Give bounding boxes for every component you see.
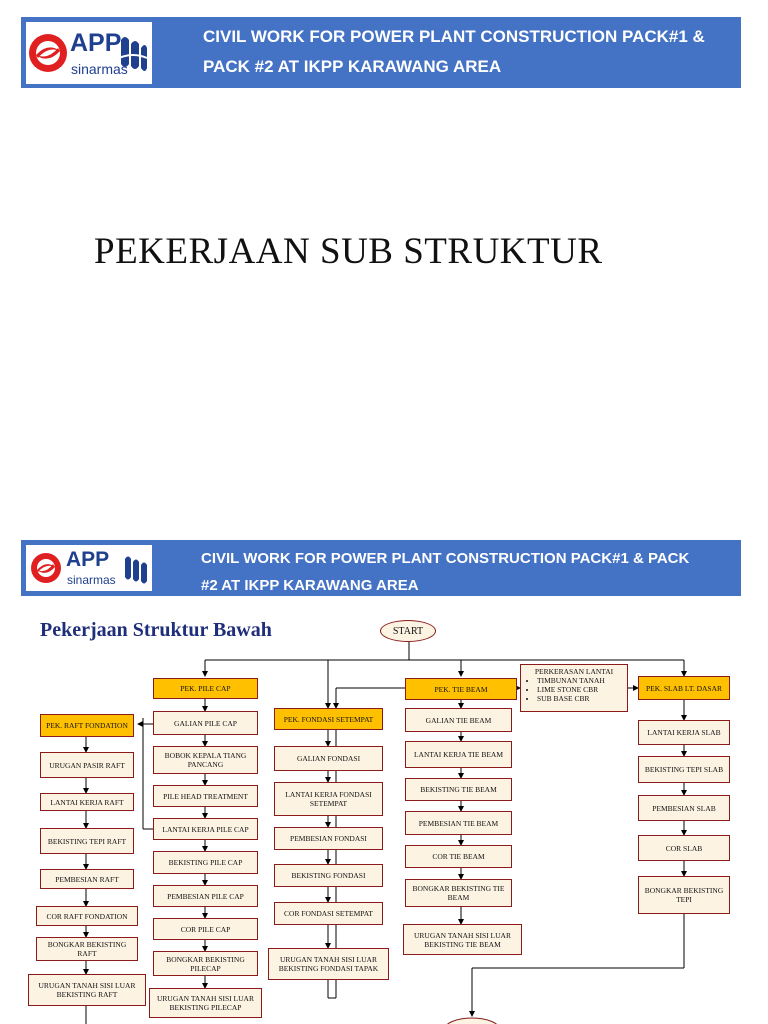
node-tiebeam: GALIAN TIE BEAM <box>405 708 512 732</box>
start-terminal: START <box>380 620 436 642</box>
banner-title-line2: PACK #2 AT IKPP KARAWANG AREA <box>203 57 502 76</box>
node-pilecap: PILE HEAD TREATMENT <box>153 785 258 807</box>
logo-text: APP <box>70 29 122 57</box>
node-pilecap: COR PILE CAP <box>153 918 258 940</box>
logo-subtext: sinarmas <box>71 61 128 77</box>
node-slab: LANTAI KERJA SLAB <box>638 720 730 745</box>
node-tiebeam: BONGKAR BEKISTING TIE BEAM <box>405 879 512 907</box>
node-raft: BEKISTING TEPI RAFT <box>40 828 134 854</box>
node-raft: LANTAI KERJA RAFT <box>40 793 134 811</box>
perkerasan-list <box>525 676 623 703</box>
node-tiebeam: PEMBESIAN TIE BEAM <box>405 811 512 835</box>
node-raft: URUGAN PASIR RAFT <box>40 752 134 778</box>
node-pilecap: LANTAI KERJA PILE CAP <box>153 818 258 840</box>
node-fondasi: COR FONDASI SETEMPAT <box>274 902 383 925</box>
logo-text: APP <box>66 548 110 571</box>
perkerasan-item: • SUB BASE CBR <box>537 694 623 703</box>
node-pilecap: URUGAN TANAH SISI LUAR BEKISTING PILECAP <box>149 988 262 1018</box>
node-perkerasan-lantai <box>520 664 628 712</box>
node-fondasi: GALIAN FONDASI <box>274 746 383 771</box>
perkerasan-item: • LIME STONE CBR <box>537 685 623 694</box>
node-slab: BONGKAR BEKISTING TEPI <box>638 876 730 914</box>
banner-title-line1: CIVIL WORK FOR POWER PLANT CONSTRUCTION PACK#1 & PACK <box>201 550 690 567</box>
node-raft: BONGKAR BEKISTING RAFT <box>36 937 138 961</box>
node-raft: URUGAN TANAH SISI LUAR BEKISTING RAFT <box>28 974 146 1006</box>
flowchart-title: Pekerjaan Struktur Bawah <box>40 619 272 641</box>
node-tiebeam: URUGAN TANAH SISI LUAR BEKISTING TIE BEAM <box>403 924 522 955</box>
node-raft: COR RAFT FONDATION <box>36 906 138 926</box>
banner-title-line1: CIVIL WORK FOR POWER PLANT CONSTRUCTION PACK#1 & <box>203 27 705 46</box>
node-fondasi-header: PEK. FONDASI SETEMPAT <box>274 708 383 730</box>
node-tiebeam-header: PEK. TIE BEAM <box>405 678 517 700</box>
node-fondasi: LANTAI KERJA FONDASI SETEMPAT <box>274 782 383 816</box>
node-slab: PEMBESIAN SLAB <box>638 795 730 821</box>
node-slab: COR SLAB <box>638 835 730 861</box>
logo-subtext: sinarmas <box>67 573 116 587</box>
node-pilecap: PEMBESIAN PILE CAP <box>153 885 258 907</box>
node-slab-header: PEK. SLAB LT. DASAR <box>638 676 730 700</box>
node-pilecap-header: PEK. PILE CAP <box>153 678 258 699</box>
node-fondasi: BEKISTING FONDASI <box>274 864 383 887</box>
node-fondasi: URUGAN TANAH SISI LUAR BEKISTING FONDASI TAPAK <box>268 948 389 980</box>
node-raft: PEMBESIAN RAFT <box>40 869 134 889</box>
node-slab: BEKISTING TEPI SLAB <box>638 756 730 783</box>
banner-title-line2: #2 AT IKPP KARAWANG AREA <box>201 577 419 594</box>
finish-terminal <box>444 1018 500 1024</box>
node-raft-header: PEK. RAFT FONDATION <box>40 714 134 737</box>
node-pilecap: BEKISTING PILE CAP <box>153 851 258 874</box>
node-fondasi: PEMBESIAN FONDASI <box>274 827 383 850</box>
node-pilecap: BONGKAR BEKISTING PILECAP <box>153 951 258 976</box>
node-pilecap: GALIAN PILE CAP <box>153 711 258 735</box>
node-pilecap: BOBOK KEPALA TIANG PANCANG <box>153 746 258 774</box>
perkerasan-item: • TIMBUNAN TANAH <box>537 676 623 685</box>
slide1-main-title: PEKERJAAN SUB STRUKTUR <box>94 231 603 272</box>
node-tiebeam: COR TIE BEAM <box>405 845 512 868</box>
node-tiebeam: LANTAI KERJA TIE BEAM <box>405 741 512 768</box>
perkerasan-title: PERKERASAN LANTAI <box>534 667 614 676</box>
node-tiebeam: BEKISTING TIE BEAM <box>405 778 512 801</box>
